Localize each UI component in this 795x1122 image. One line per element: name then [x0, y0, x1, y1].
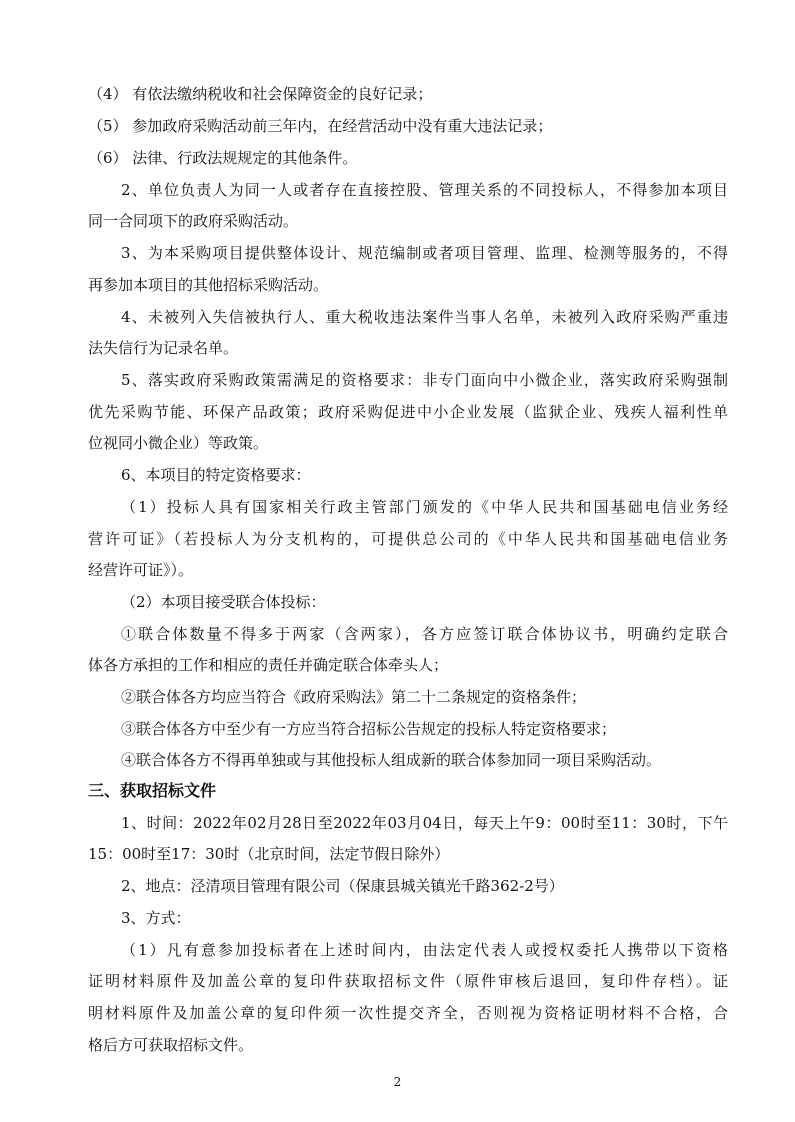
text-line: 再参加本项目的其他招标采购活动。 [88, 276, 329, 294]
text-line: 5、落实政府采购政策需满足的资格要求：非专门面向中小微企业，落实政府采购强制 [121, 371, 728, 389]
text-line: 1、时间：2022年02月28日至2022年03月04日，每天上午9：00时至11：30时，下午 [121, 814, 728, 832]
text-line: （4） 有依法缴纳税收和社会保障资金的良好记录； [88, 85, 433, 103]
text-line: ①联合体数量不得多于两家（含两家），各方应签订联合体协议书，明确约定联合 [121, 625, 728, 643]
text-line: 法失信行为记录名单。 [88, 339, 239, 357]
text-line: 6、本项目的特定资格要求： [121, 466, 311, 484]
text-line: 2、地点：泾清项目管理有限公司（保康县城关镇光千路362-2号） [121, 877, 564, 895]
text-line: 体各方承担的工作和相应的责任并确定联合体牵头人； [88, 656, 449, 674]
text-line: 营许可证》（若投标人为分支机构的，可提供总公司的《中华人民共和国基础电信业务 [88, 530, 728, 548]
text-line: 3、方式： [121, 909, 191, 927]
text-line: 15：00时至17：30时（北京时间，法定节假日除外） [88, 845, 450, 863]
text-line: 明材料原件及加盖公章的复印件须一次性提交齐全，否则视为资格证明材料不合格，合 [88, 1004, 728, 1022]
text-line: （5） 参加政府采购活动前三年内，在经营活动中没有重大违法记录； [88, 117, 553, 135]
text-line: 同一合同项下的政府采购活动。 [88, 212, 299, 230]
text-line: 经营许可证》）。 [88, 561, 194, 579]
text-line: ③联合体各方中至少有一方应当符合招标公告规定的投标人特定资格要求； [121, 720, 617, 738]
text-line: 位视同小微企业）等政策。 [88, 434, 269, 452]
text-line: （2）本项目接受联合体投标： [121, 593, 326, 611]
text-line: 格后方可获取招标文件。 [88, 1036, 254, 1054]
text-line: 优先采购节能、环保产品政策；政府采购促进中小企业发展（监狱企业、残疾人福利性单 [88, 403, 728, 421]
text-line: 2、单位负责人为同一人或者存在直接控股、管理关系的不同投标人，不得参加本项目 [121, 181, 728, 199]
section-heading: 三、获取招标文件 [88, 781, 217, 800]
text-line: （1）凡有意参加投标者在上述时间内，由法定代表人或授权委托人携带以下资格 [121, 941, 728, 959]
page-number: 2 [393, 1075, 402, 1089]
text-line: （1）投标人具有国家相关行政主管部门颁发的《中华人民共和国基础电信业务经 [121, 498, 728, 516]
text-line: 4、未被列入失信被执行人、重大税收违法案件当事人名单，未被列入政府采购严重违 [121, 308, 728, 326]
text-line: （6） 法律、行政法规规定的其他条件。 [88, 149, 358, 167]
text-line: 3、为本采购项目提供整体设计、规范编制或者项目管理、监理、检测等服务的，不得 [121, 244, 728, 262]
text-line: 证明材料原件及加盖公章的复印件获取招标文件（原件审核后退回，复印件存档）。证 [88, 972, 728, 990]
text-line: ②联合体各方均应当符合《政府采购法》第二十二条规定的资格条件； [121, 688, 587, 706]
text-line: ④联合体各方不得再单独或与其他投标人组成新的联合体参加同一项目采购活动。 [121, 751, 662, 769]
